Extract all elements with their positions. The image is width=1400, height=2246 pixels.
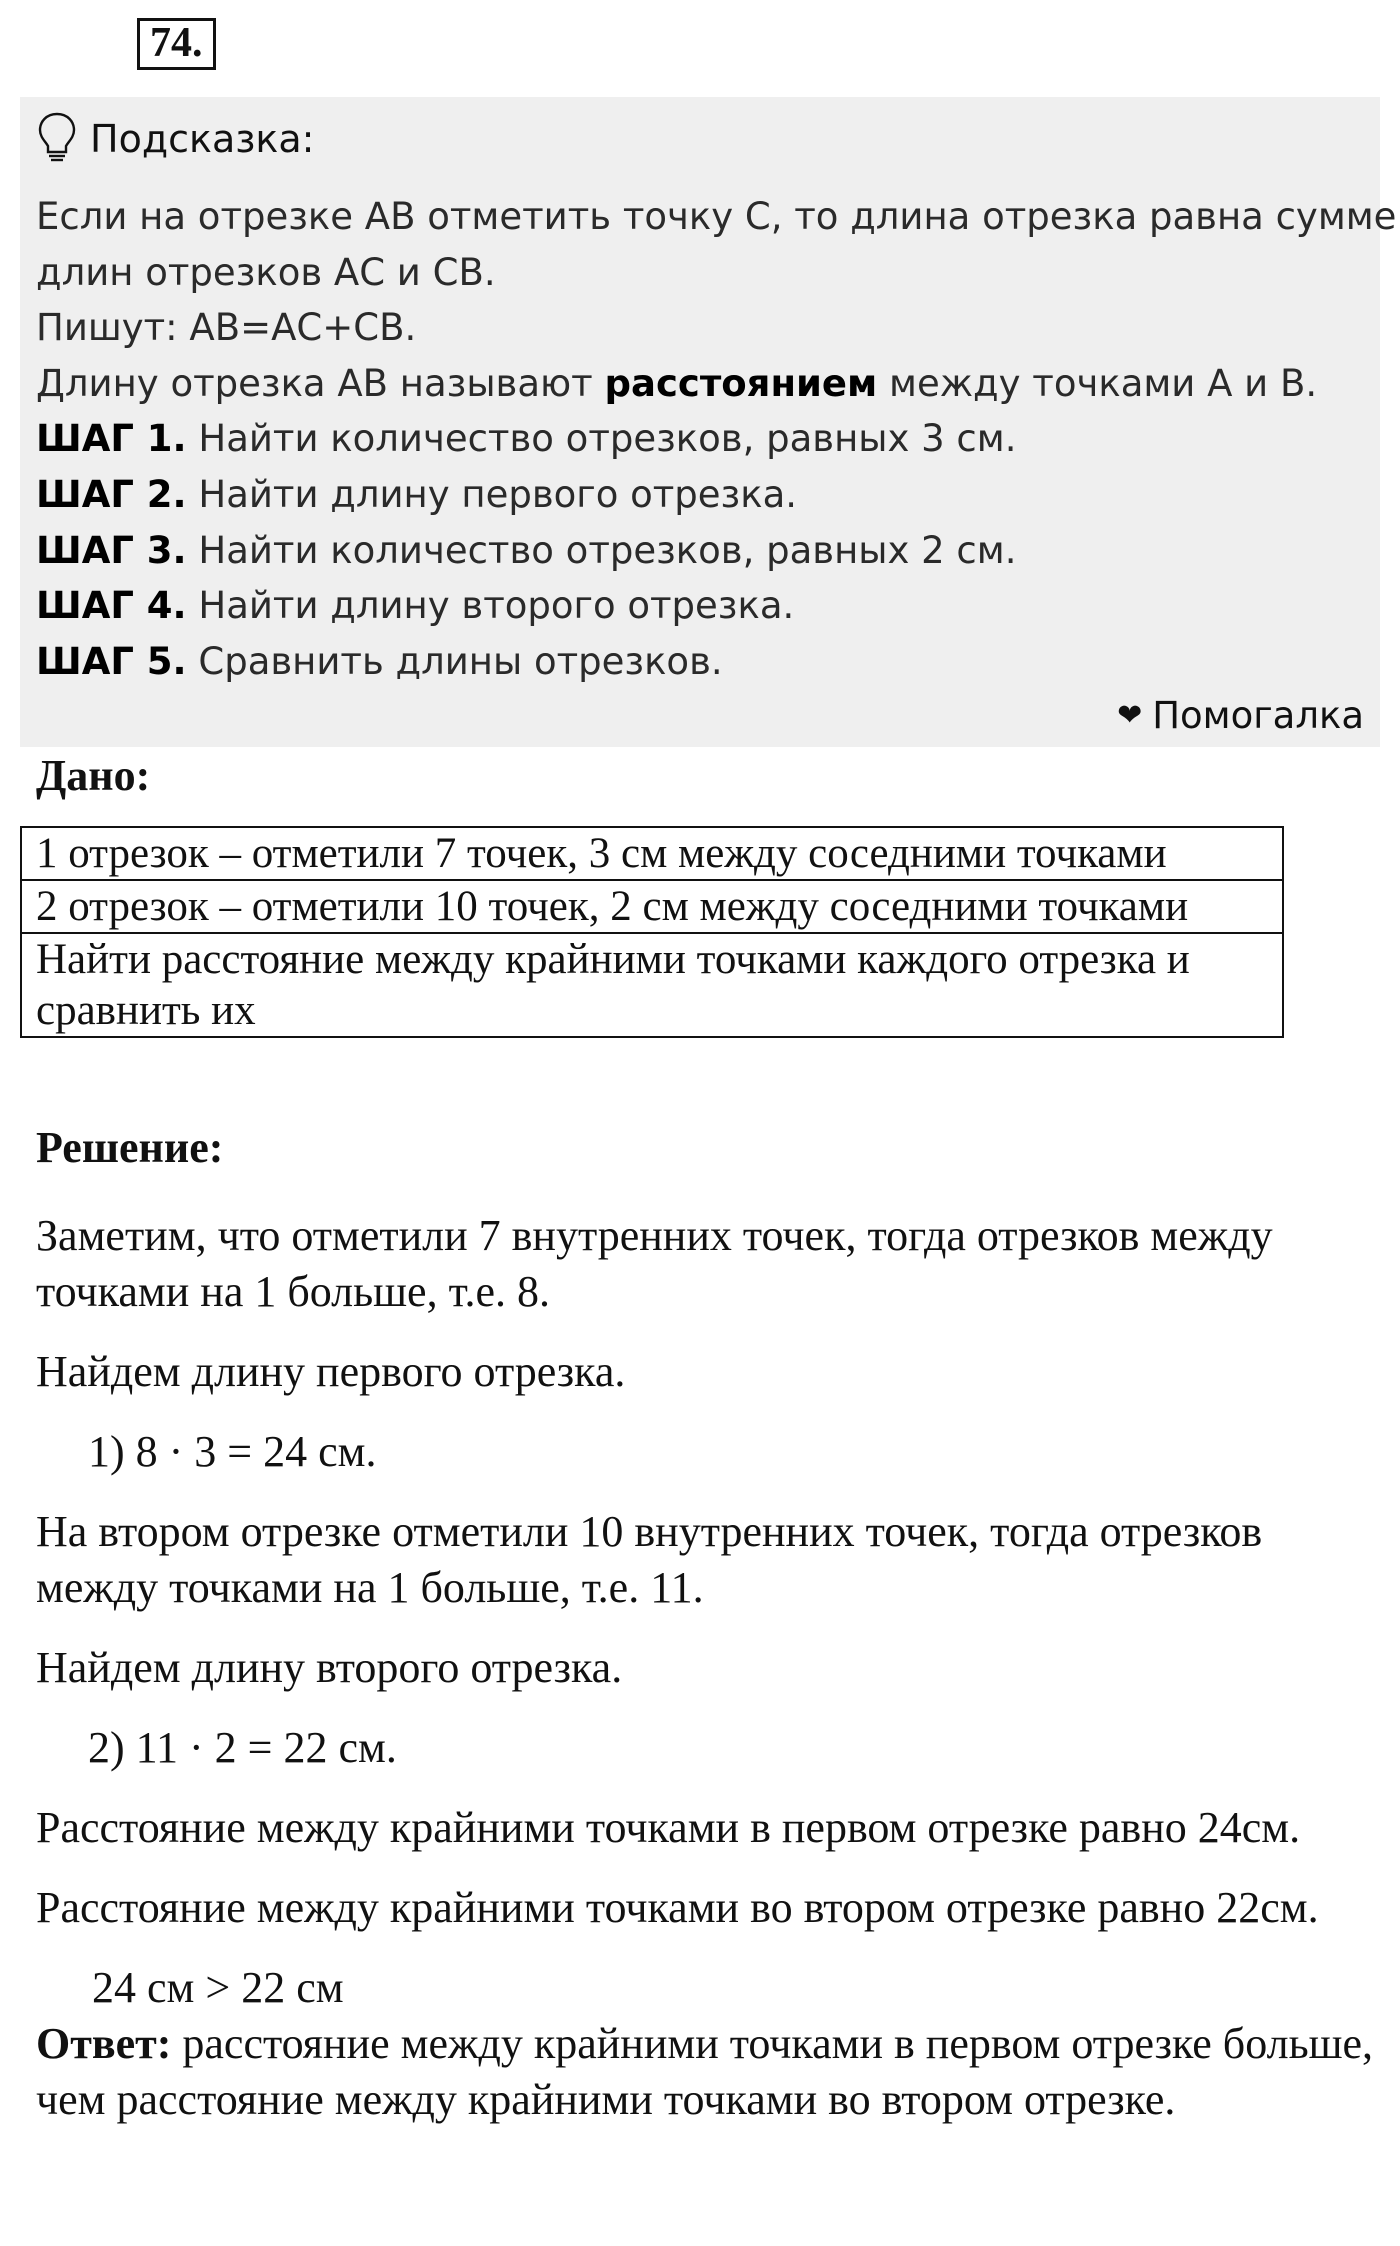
hint-footer[interactable] [1117,694,1364,737]
answer-label: Ответ: [36,2019,172,2068]
solution-paragraph: Расстояние между крайними точками во втором отрезке равно 22см. [36,1883,1319,1932]
given-label: Дано: [36,751,151,800]
answer [36,2016,1376,2128]
solution-title: Решение: [36,1123,224,1172]
solution-paragraph: Заметим, что отметили 7 внутренних точек, тогда отрезков между точками на 1 больше, т.е. 8. [36,1211,1273,1316]
calculation-1: 1) 8 · 3 = 24 см. [88,1427,377,1476]
hint-text [36,189,1397,689]
table-row: Найти расстояние между крайними точками каждого отрезка и сравнить их [21,933,1283,1037]
heart-icon: ❤ [1117,698,1143,733]
solution-paragraph: Расстояние между крайними точками в первом отрезке равно 24см. [36,1803,1301,1852]
hint-footer-label: Помогалка [1152,694,1364,737]
table-row: 2 отрезок – отметили 10 точек, 2 см между соседними точками [21,880,1283,933]
answer-text: расстояние между крайними точками в первом отрезке больше, чем расстояние между крайними точками во втором отрезке. [36,2019,1374,2124]
calculation-2: 2) 11 · 2 = 22 см. [88,1723,397,1772]
solution-paragraph: Найдем длину второго отрезка. [36,1643,623,1692]
hint-line: Длину отрезка АВ называют расстоянием между точками А и В. [36,361,1318,405]
hint-line: Если на отрезке АВ отметить точку С, то длина отрезка равна сумме [36,195,1397,238]
lightbulb-icon [36,111,78,167]
solution-section [36,1120,1376,2128]
hint-step-4: ШАГ 4. Найти длину второго отрезка. [36,584,795,628]
solution-paragraph: Найдем длину первого отрезка. [36,1347,626,1396]
given-table [20,826,1284,1038]
table-row: 1 отрезок – отметили 7 точек, 3 см между соседними точками [21,827,1283,880]
hint-step-1: ШАГ 1. Найти количество отрезков, равных 3 см. [36,417,1017,461]
solution-paragraph: На втором отрезке отметили 10 внутренних точек, тогда отрезков между точками на 1 больше, т.е. 11. [36,1507,1263,1612]
hint-header [36,111,314,167]
hint-step-3: ШАГ 3. Найти количество отрезков, равных 2 см. [36,528,1017,572]
comparison: 24 см > 22 см [92,1963,344,2012]
task-number: 74. [137,18,216,70]
hint-line: Пишут: АВ=АС+СВ. [36,306,417,350]
hint-title: Подсказка: [90,117,315,161]
hint-step-2: ШАГ 2. Найти длину первого отрезка. [36,472,798,516]
hint-line: длин отрезков АС и СВ. [36,250,496,294]
hint-box [20,97,1397,747]
hint-step-5: ШАГ 5. Сравнить длины отрезков. [36,639,723,683]
